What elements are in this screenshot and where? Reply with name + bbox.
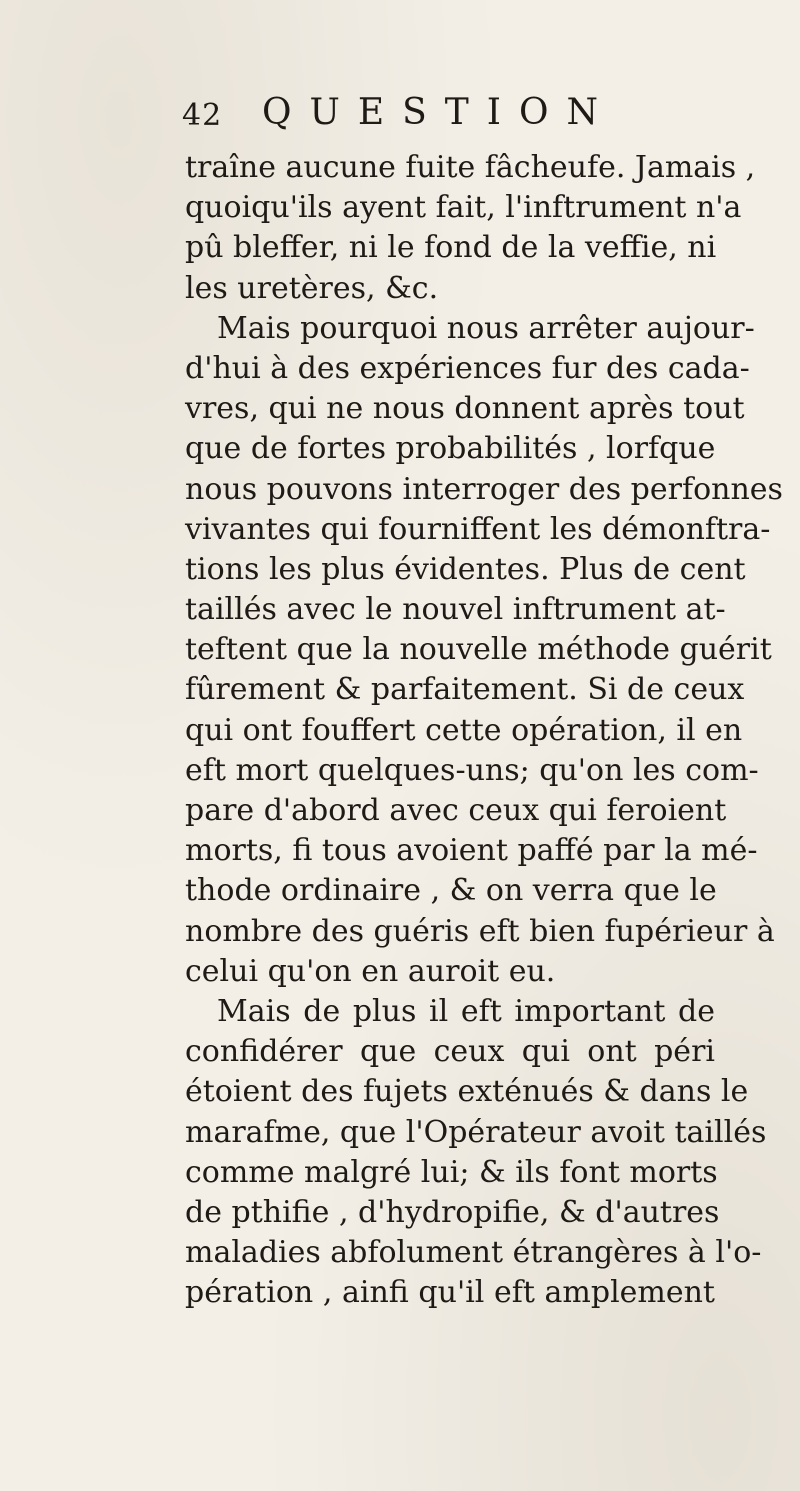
text-line: taillés avec le nouvel inftrument at-	[185, 592, 726, 628]
text-line: teftent que la nouvelle méthode guérit	[185, 632, 772, 668]
text-line: eft mort quelques-uns; qu'on les com-	[185, 752, 759, 788]
text-line: vivantes qui fourniffent les démonftra-	[185, 511, 771, 547]
page-number: 42	[182, 98, 223, 133]
text-line: fûrement & parfaitement. Si de ceux	[185, 672, 745, 708]
text-line: les uretères, &c.	[185, 270, 439, 306]
text-line: celui qu'on en auroit eu.	[185, 953, 556, 989]
text-line: nous pouvons interroger des perfonnes	[185, 471, 783, 507]
text-line: pération , ainfi qu'il eft amplement	[185, 1275, 715, 1311]
text-line: de pthifie , d'hydropifie, & d'autres	[185, 1194, 720, 1230]
text-line: nombre des guéris eft bien fupérieur à	[185, 913, 775, 949]
text-line: vres, qui ne nous donnent après tout	[185, 391, 745, 427]
body-text	[185, 148, 783, 1313]
text-line: Mais de plus il eft important de	[217, 993, 715, 1029]
text-line: maladies abfolument étrangères à l'o-	[185, 1235, 762, 1271]
running-head: QUESTION	[262, 92, 617, 133]
text-line: marafme, que l'Opérateur avoit taillés	[185, 1114, 767, 1150]
text-line: tions les plus évidentes. Plus de cent	[185, 551, 746, 587]
text-line: pû bleffer, ni le fond de la veffie, ni	[185, 230, 717, 266]
text-line: pare d'abord avec ceux qui feroient	[185, 793, 727, 828]
text-line: comme malgré lui; & ils font morts	[185, 1154, 718, 1190]
text-line: que de fortes probabilités , lorfque	[185, 431, 716, 467]
text-line: quoiqu'ils ayent fait, l'inftrument n'a	[185, 190, 742, 226]
text-line: confidérer que ceux qui ont péri	[185, 1034, 715, 1070]
text-line: étoient des fujets exténués & dans le	[185, 1074, 749, 1110]
text-line: d'hui à des expériences fur des cada-	[185, 350, 750, 386]
text-line: traîne aucune fuite fâcheufe. Jamais ,	[185, 150, 756, 185]
text-line: thode ordinaire , & on verra que le	[185, 873, 717, 909]
text-line: qui ont fouffert cette opération, il en	[185, 712, 743, 748]
text-line: Mais pourquoi nous arrêter aujour-	[217, 310, 755, 346]
page-header	[182, 92, 702, 142]
text-line: morts, fi tous avoient paffé par la mé-	[185, 833, 758, 869]
